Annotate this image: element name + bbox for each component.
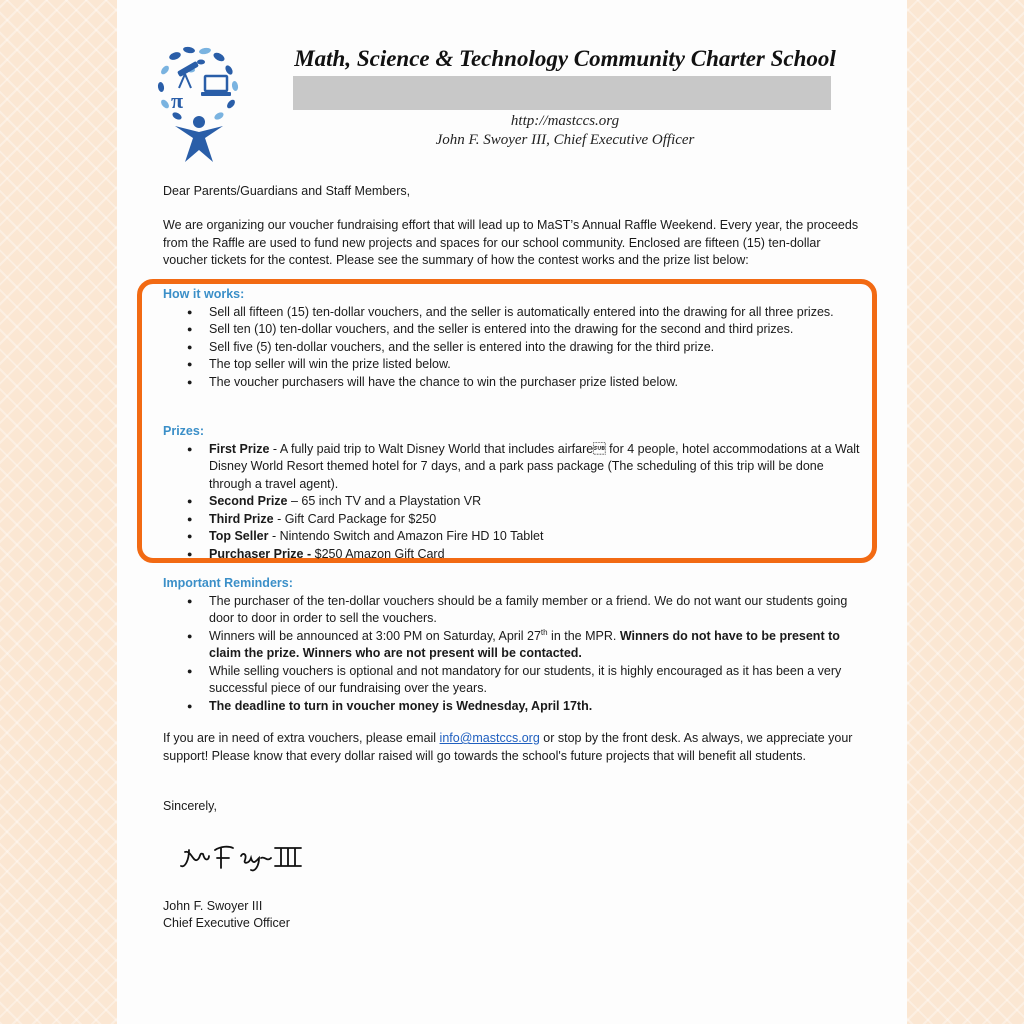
signer-title: Chief Executive Officer xyxy=(163,916,290,930)
list-item: ● Purchaser Prize - $250 Amazon Gift Card xyxy=(187,546,445,561)
reminders-list xyxy=(163,593,863,716)
list-item: ● Third Prize - Gift Card Package for $250 xyxy=(187,511,437,526)
school-website: http://mastccs.org xyxy=(510,113,620,129)
signer-name: John F. Swoyer III xyxy=(163,899,263,913)
list-item: ● Sell all fifteen (15) ten-dollar vouchers, and the seller is automatically entered into the drawing for all three prizes. xyxy=(187,304,834,319)
list-item: ● The deadline to turn in voucher money is Wednesday, April 17th. xyxy=(187,698,593,713)
prizes-section xyxy=(163,423,863,563)
list-item: ● First Prize - A fully paid trip to Walt Disney World that includes airfare for 4 people, hotel accommodations at a Walt Disney World Resort themed hotel for 7 days, and a park pass package (The scheduling of this trip will be done through a travel agent). xyxy=(187,441,860,491)
intro-paragraph: We are organizing our voucher fundraising effort that will lead up to MaST’s Annual Raffle Weekend. Every year, the proceeds from the Raffle are used to fund new projects and spaces for our school community. Enclosed are fifteen (15) ten-dollar voucher tickets for the contest. Please see the summary of how the contest works and the prize list below: xyxy=(163,218,859,267)
list-item: ● Top Seller - Nintendo Switch and Amazon Fire HD 10 Tablet xyxy=(187,529,544,543)
how-it-works-heading: How it works: xyxy=(163,287,245,301)
letter-page xyxy=(117,0,907,1024)
redacted-address-bar xyxy=(293,76,831,110)
list-item: ● The purchaser of the ten-dollar vouchers should be a family member or a friend. We do not want our students going door to door in order to sell the vouchers. xyxy=(187,593,848,625)
prizes-list xyxy=(163,441,863,564)
svg-text:π: π xyxy=(171,88,184,113)
reminders-section xyxy=(163,575,863,715)
list-item: ● While selling vouchers is optional and not mandatory for our students, it is highly encouraged as it has been a very successful piece of our fundraising over the years. xyxy=(187,663,842,695)
list-item: ● Sell five (5) ten-dollar vouchers, and the seller is entered into the drawing for the third prize. xyxy=(187,339,715,354)
email-link[interactable]: info@mastccs.org xyxy=(439,731,540,745)
school-logo-icon xyxy=(155,42,241,164)
how-it-works-section xyxy=(163,286,863,391)
list-item: ● Winners will be announced at 3:00 PM on Saturday, April 27th in the MPR. Winners do not have to be present to claim the prize. Winners who are not present will be contacted. xyxy=(187,627,840,660)
list-item: ● The voucher purchasers will have the chance to win the purchaser prize listed below. xyxy=(187,374,679,389)
salutation: Dear Parents/Guardians and Staff Members, xyxy=(163,184,411,198)
reminders-heading: Important Reminders: xyxy=(163,576,293,590)
prizes-heading: Prizes: xyxy=(163,424,204,438)
sign-off: Sincerely, xyxy=(163,799,217,813)
school-name-heading: Math, Science & Technology Community Charter School xyxy=(294,46,836,71)
list-item: ● The top seller will win the prize listed below. xyxy=(187,357,451,371)
how-it-works-list xyxy=(163,304,863,392)
list-item: ● Sell ten (10) ten-dollar vouchers, and the seller is entered into the drawing for the second and third prizes. xyxy=(187,322,794,336)
closing-paragraph: If you are in need of extra vouchers, please email info@mastccs.org or stop by the front desk. As always, we appreciate your support! Please know that every dollar raised will go towards the school's future projects that will benefit all students. xyxy=(163,731,853,763)
signature-icon xyxy=(175,838,305,874)
ceo-line: John F. Swoyer III, Chief Executive Officer xyxy=(435,132,695,148)
list-item: ● Second Prize – 65 inch TV and a Playstation VR xyxy=(187,494,482,508)
